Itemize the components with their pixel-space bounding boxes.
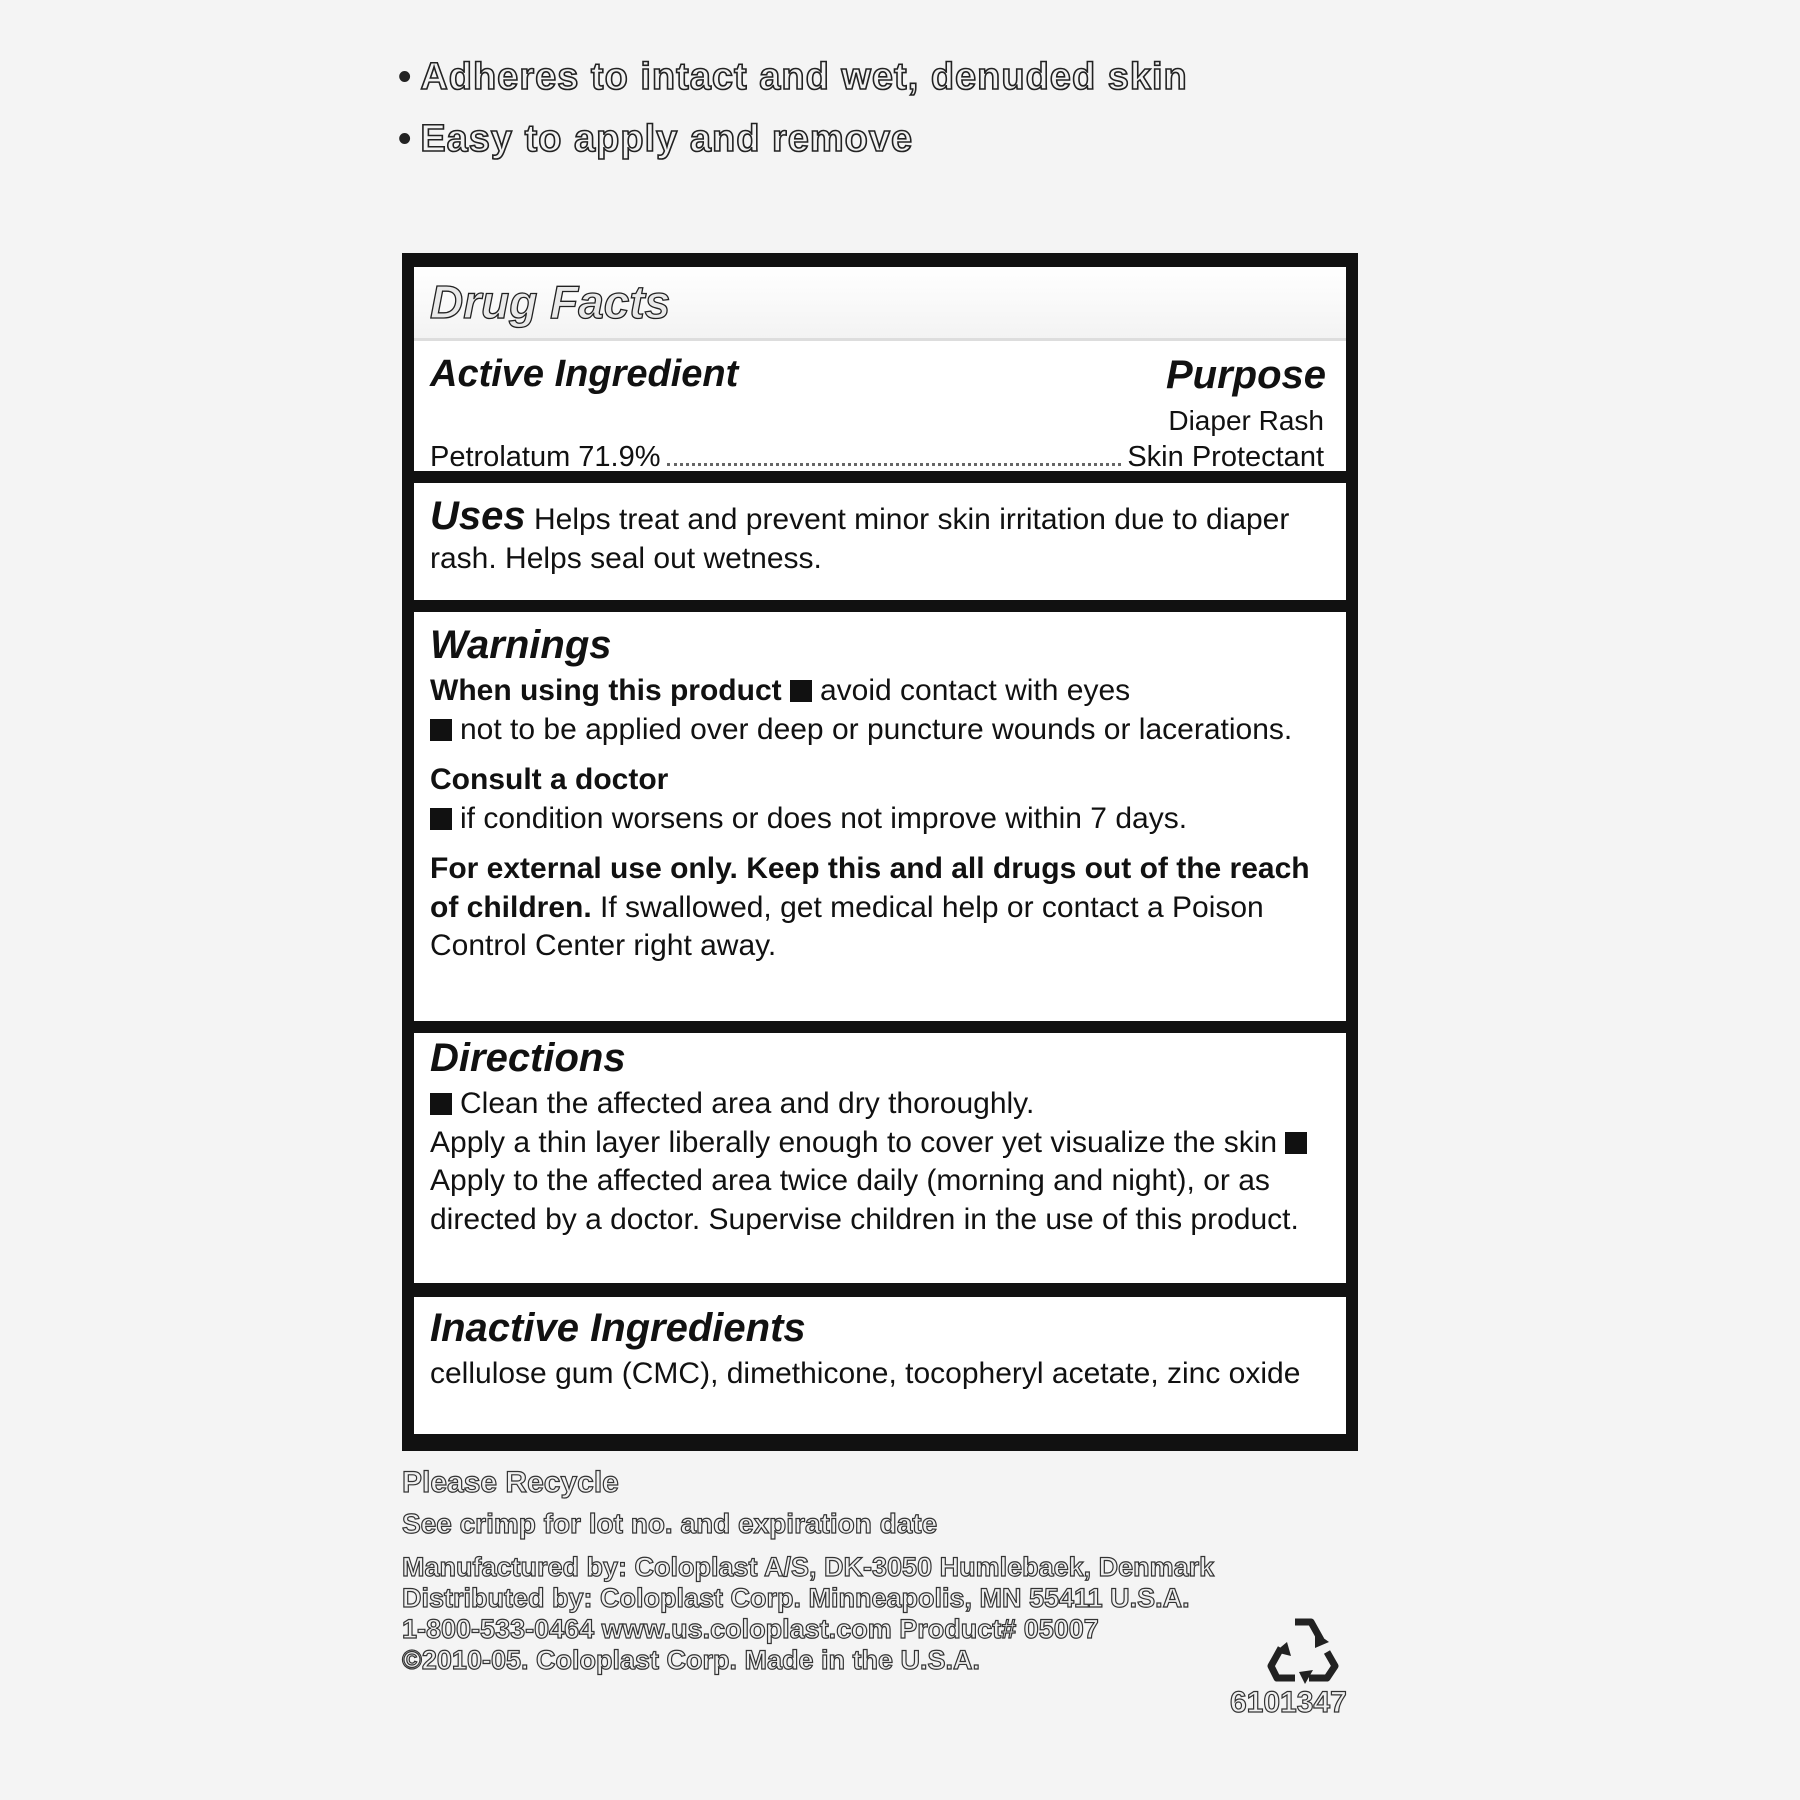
directions-step: Apply to the affected area twice daily (morning and night), or as directed by a doctor. Supervise children in the use of this product. [430, 1164, 1299, 1236]
recycle-icon [1265, 1612, 1341, 1688]
external-use-warning: For external use only. Keep this and all drugs out of the reach of children. [430, 852, 1310, 924]
warnings-section [414, 612, 1346, 1021]
inactive-ingredients-text: cellulose gum (CMC), dimethicone, tocopheryl acetate, zinc oxide [430, 1357, 1301, 1390]
package-footer [402, 1466, 1214, 1676]
external-use-paragraph [430, 850, 1328, 966]
feature-bullets [398, 52, 1188, 176]
bullet-square-icon [790, 680, 812, 702]
feature-bullet: • Easy to apply and remove [398, 118, 914, 160]
uses-section [414, 483, 1346, 600]
ingredient-name: Petrolatum 71.9% [430, 441, 661, 473]
directions-heading: Directions [430, 1036, 626, 1080]
inactive-ingredients-section [414, 1297, 1346, 1434]
bullet-square-icon [430, 1093, 452, 1115]
consult-doctor-text: if condition worsens or does not improve within 7 days. [460, 801, 1188, 835]
directions-section [414, 1033, 1346, 1283]
drug-facts-title-strip [414, 267, 1346, 341]
section-divider [414, 600, 1346, 612]
bullet-square-icon [430, 719, 452, 741]
bullet-square-icon [1285, 1132, 1307, 1154]
directions-text [430, 1085, 1328, 1239]
consult-doctor-label: Consult a doctor [430, 763, 669, 796]
directions-step: Apply a thin layer liberally enough to cover yet visualize the skin [430, 1125, 1278, 1159]
copyright-line: ©2010-05. Coloplast Corp. Made in the U.S.A. [402, 1645, 981, 1675]
feature-bullet-text: Adheres to intact and wet, denuded skin [420, 56, 1188, 98]
drug-facts-title: Drug Facts [430, 276, 671, 328]
recycle-note: Please Recycle [402, 1466, 619, 1499]
lot-number: 6101347 [1230, 1686, 1347, 1719]
ingredient-row [430, 441, 1324, 474]
when-using-label: When using this product [430, 674, 782, 707]
distributor-line: Distributed by: Coloplast Corp. Minneapolis, MN 55411 U.S.A. [402, 1583, 1190, 1613]
active-ingredient-section [414, 341, 1346, 471]
warnings-heading: Warnings [430, 623, 612, 667]
when-using-paragraph [430, 672, 1328, 749]
dot-leader [667, 462, 1122, 466]
directions-step: Clean the affected area and dry thoroughly. [460, 1087, 1035, 1120]
manufacturer-line: Manufactured by: Coloplast A/S, DK-3050 Humlebaek, Denmark [402, 1552, 1215, 1582]
when-using-item: not to be applied over deep or puncture wounds or lacerations. [460, 712, 1293, 746]
feature-bullet: • Adheres to intact and wet, denuded skin [398, 56, 1188, 98]
purpose-subheading: Diaper Rash [1168, 405, 1324, 436]
section-divider [414, 1283, 1346, 1297]
consult-doctor-item [430, 800, 1328, 839]
ingredient-purpose: Skin Protectant [1127, 441, 1324, 473]
lot-note: See crimp for lot no. and expiration date [402, 1508, 938, 1539]
contact-line: 1-800-533-0464 www.us.coloplast.com Product# 05007 [402, 1614, 1099, 1644]
section-divider [414, 1021, 1346, 1033]
purpose-heading: Purpose [1165, 353, 1326, 397]
swallowed-warning: If swallowed, get medical help or contact a Poison Control Center right away. [430, 890, 1264, 962]
active-ingredient-heading: Active Ingredient [430, 353, 739, 395]
when-using-item: avoid contact with eyes [819, 674, 1131, 707]
feature-bullet-text: Easy to apply and remove [420, 118, 914, 160]
uses-text: Helps treat and prevent minor skin irritation due to diaper rash. Helps seal out wetness. [430, 503, 1290, 575]
bullet-square-icon [430, 808, 452, 830]
drug-facts-panel [402, 253, 1358, 1451]
inactive-ingredients-heading: Inactive Ingredients [430, 1306, 806, 1350]
uses-heading: Uses [430, 494, 526, 538]
